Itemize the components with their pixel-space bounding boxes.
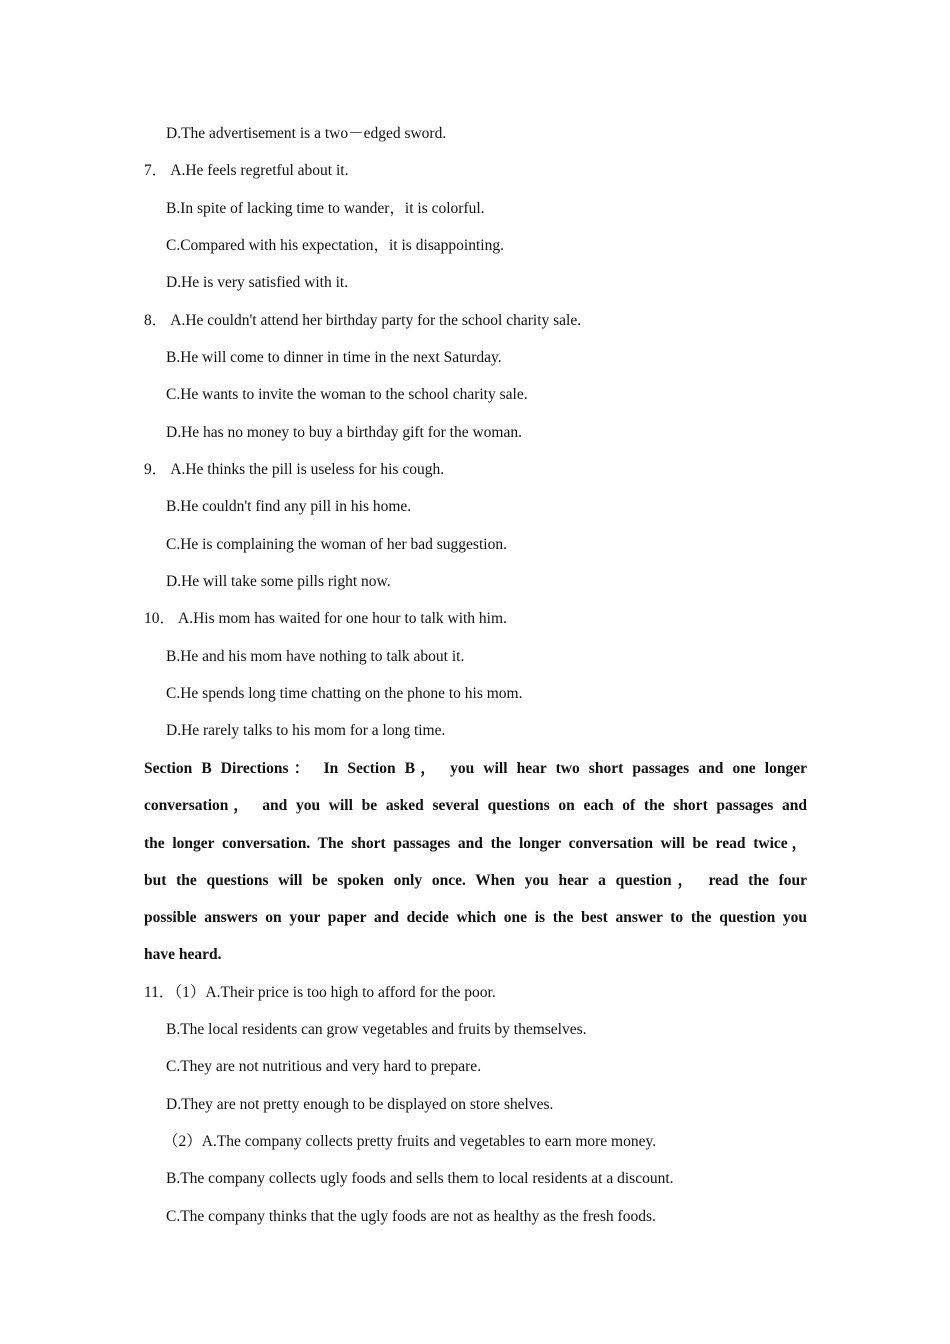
answer-option: D.He rarely talks to his mom for a long time. (166, 722, 446, 739)
question-line: （2）A.The company collects pretty fruits and vegetables to earn more money. (163, 1133, 657, 1150)
question-line: 11．（1）A.Their price is too high to afford for the poor. (144, 984, 496, 1001)
directions-line: possible answers on your paper and decide which one is the best answer to the question you (144, 909, 807, 927)
question-line: 10． A.His mom has waited for one hour to talk with him. (144, 610, 507, 627)
answer-option: C.The company thinks that the ugly foods are not as healthy as the fresh foods. (166, 1208, 656, 1225)
answer-option: C.They are not nutritious and very hard to prepare. (166, 1058, 482, 1075)
directions-line: the longer conversation. The short passages and the longer conversation will be read twice， (144, 834, 807, 852)
directions-line: but the questions will be spoken only once. When you hear a question， read the four (144, 871, 807, 889)
answer-option: D.They are not pretty enough to be displayed on store shelves. (166, 1096, 554, 1113)
answer-option: B.He couldn't find any pill in his home. (166, 498, 412, 515)
directions-line: have heard. (144, 946, 222, 964)
answer-option: B.The local residents can grow vegetables and fruits by themselves. (166, 1021, 587, 1038)
question-line: 8． A.He couldn't attend her birthday party for the school charity sale. (144, 312, 582, 329)
question-line: 9． A.He thinks the pill is useless for his cough. (144, 461, 445, 478)
answer-option: B.In spite of lacking time to wander，it is colorful. (166, 200, 485, 217)
answer-option: D.The advertisement is a two－edged sword. (166, 125, 447, 142)
answer-option: C.Compared with his expectation，it is disappointing. (166, 237, 504, 254)
answer-option: B.The company collects ugly foods and sells them to local residents at a discount. (166, 1170, 674, 1187)
answer-option: D.He has no money to buy a birthday gift for the woman. (166, 424, 522, 441)
answer-option: D.He will take some pills right now. (166, 573, 391, 590)
directions-line: Section B Directions： In Section B， you will hear two short passages and one longer (144, 760, 807, 777)
directions-line: conversation， and you will be asked several questions on each of the short passages and (144, 797, 807, 815)
answer-option: C.He is complaining the woman of her bad suggestion. (166, 536, 507, 553)
question-line: 7． A.He feels regretful about it. (144, 162, 349, 179)
answer-option: B.He will come to dinner in time in the next Saturday. (166, 349, 502, 366)
answer-option: D.He is very satisfied with it. (166, 274, 349, 291)
answer-option: C.He wants to invite the woman to the school charity sale. (166, 386, 528, 403)
section-b-directions (144, 759, 807, 983)
answer-option: C.He spends long time chatting on the phone to his mom. (166, 685, 523, 702)
answer-option: B.He and his mom have nothing to talk about it. (166, 648, 465, 665)
